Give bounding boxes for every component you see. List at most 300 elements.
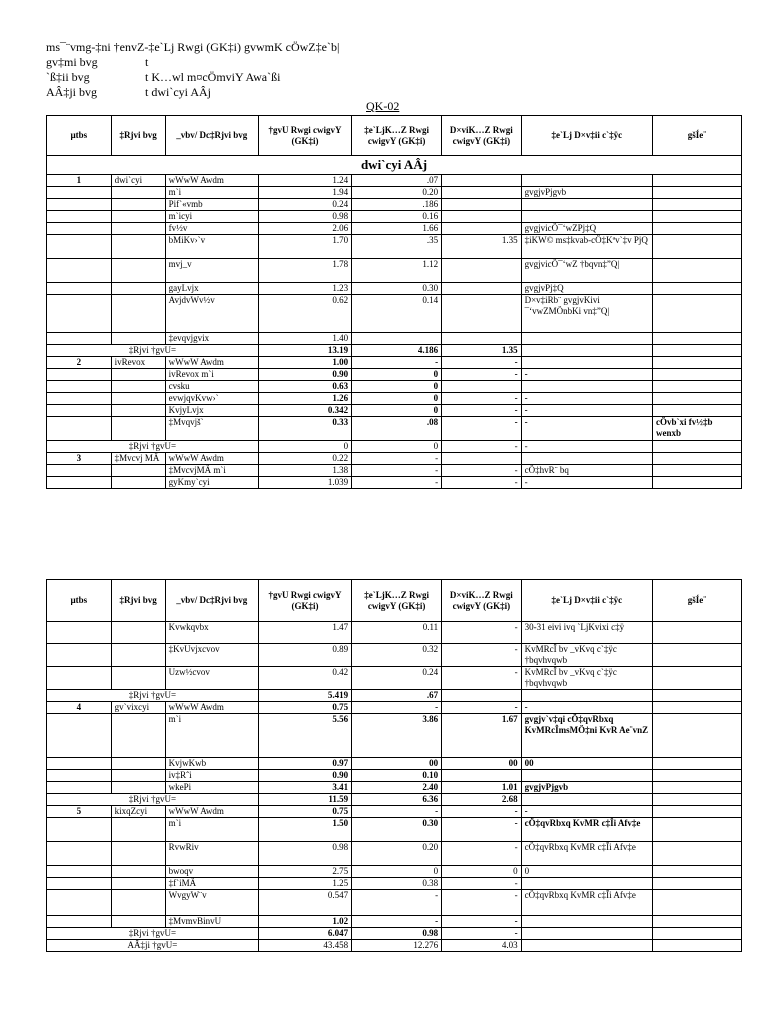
remark-cell [652,199,741,211]
table-row [47,916,742,928]
district-cell: ‡Mvcvj MÄ [111,453,165,465]
total-cell: 0.22 [258,453,351,465]
total-cell: 0.63 [258,381,351,393]
upazila-cell: Pif`«vmb [165,199,258,211]
action-cell: cÖ‡hvR¨ bq [521,465,652,477]
recovered-cell: - [442,878,521,890]
serial-cell [47,259,112,283]
table-row [47,878,742,890]
table-row [47,465,742,477]
district-cell: dwi`cyi [111,175,165,187]
recovered-cell: - [442,622,521,644]
col-remark: gšÍe¨ [652,116,741,156]
subtotal-action [521,794,652,806]
subtotal-row [47,441,742,453]
serial-cell [47,369,112,381]
table-row [47,806,742,818]
table-row [47,295,742,333]
upazila-cell: wWwW Awdm [165,806,258,818]
total-cell: 0.98 [258,211,351,223]
subtotal-total: 11.59 [258,794,351,806]
encroached-cell: 0 [352,393,442,405]
district-cell [111,878,165,890]
encroached-cell: 0.14 [352,295,442,333]
upazila-cell: RvwRiv [165,842,258,866]
district-cell [111,381,165,393]
table-row [47,770,742,782]
serial-cell [47,477,112,489]
recovered-cell [442,770,521,782]
district-cell [111,369,165,381]
total-cell: 1.94 [258,187,351,199]
grand-total-action [521,940,652,952]
col-district: ‡Rjvi bvg [111,580,165,622]
serial-cell [47,405,112,417]
serial-cell [47,283,112,295]
remark-cell [652,405,741,417]
remark-cell [652,381,741,393]
district-cell [111,199,165,211]
subtotal-total: 5.419 [258,690,351,702]
remark-cell [652,223,741,235]
action-cell: gvgjvicÖ¯‘wZ †bqvn‡”Q| [521,259,652,283]
table-row [47,477,742,489]
subtotal-total: 6.047 [258,928,351,940]
serial-cell [47,916,112,928]
table-row [47,357,742,369]
action-cell: gvgjv`v‡qi cÖ‡qvRbxq KvMRcÎmsMÖ‡ni KvR Ae¨vnZ [521,714,652,758]
table-row [47,758,742,770]
table-row [47,890,742,916]
encroached-cell: 1.12 [352,259,442,283]
total-cell: 5.56 [258,714,351,758]
action-cell [521,453,652,465]
action-cell: cÖ‡qvRbxq KvMR c‡Îi Afv‡e [521,890,652,916]
upazila-cell: wWwW Awdm [165,357,258,369]
district-cell [111,211,165,223]
action-cell [521,878,652,890]
upazila-cell: ‡MvcvjMÄ m`i [165,465,258,477]
encroached-cell: - [352,702,442,714]
recovered-cell: - [442,369,521,381]
action-cell: gvgjvPjgvb [521,782,652,794]
action-cell: - [521,806,652,818]
grand-total-recovered: 4.03 [442,940,521,952]
encroached-cell [352,333,442,345]
total-cell: 0.75 [258,806,351,818]
serial-cell [47,667,112,690]
recovered-cell: 0 [442,866,521,878]
total-cell: 1.38 [258,465,351,477]
serial-cell [47,295,112,333]
action-cell: D×v‡iRb¨ gvgjvKivi ¯‘vwZMÖnbKi vn‡”Q| [521,295,652,333]
remark-cell [652,259,741,283]
subtotal-action [521,928,652,940]
serial-cell [47,782,112,794]
table-row [47,667,742,690]
encroached-cell: .35 [352,235,442,259]
recovered-cell [442,259,521,283]
total-cell: 1.26 [258,393,351,405]
upazila-cell: ‡Mvqvjš` [165,417,258,441]
district-cell [111,667,165,690]
action-cell: cÖ‡qvRbxq KvMR c‡Îi Afv‡e [521,818,652,842]
encroached-cell: 0.30 [352,283,442,295]
col-remark: gšÍe¨ [652,580,741,622]
subtotal-action [521,345,652,357]
col-upazila: _vbv/ Dc‡Rjvi bvg [165,580,258,622]
table-row [47,453,742,465]
action-cell [521,357,652,369]
recovered-cell [442,453,521,465]
recovered-cell: - [442,842,521,866]
total-cell: 1.039 [258,477,351,489]
col-serial: µtbs [47,116,112,156]
action-cell [521,199,652,211]
col-encroached: ‡e`LjK…Z Rwgi cwigvY (GK‡i) [352,116,442,156]
recovered-cell [442,223,521,235]
table-row [47,417,742,441]
serial-cell [47,223,112,235]
total-cell: 0.97 [258,758,351,770]
serial-cell [47,393,112,405]
encroached-cell: - [352,465,442,477]
total-cell: 3.41 [258,782,351,794]
remark-cell [652,465,741,477]
encroached-cell: 0.20 [352,842,442,866]
table-row [47,259,742,283]
section-title: dwi`cyi AÂj [47,156,742,175]
subtotal-remark [652,794,741,806]
total-cell: 0.98 [258,842,351,866]
district-cell [111,295,165,333]
grand-total-total: 43.458 [258,940,351,952]
district-cell [111,465,165,477]
remark-cell [652,622,741,644]
recovered-cell: - [442,667,521,690]
remark-cell [652,211,741,223]
table-row [47,818,742,842]
recovered-cell: 1.01 [442,782,521,794]
total-cell: 0.547 [258,890,351,916]
district-cell [111,842,165,866]
action-cell: ‡iKW© ms‡kvab-cÖ‡Kªv`‡v PjQ [521,235,652,259]
subtotal-row [47,690,742,702]
table-row [47,702,742,714]
upazila-cell: wWwW Awdm [165,175,258,187]
recovered-cell [442,333,521,345]
region-value: t dwi`cyi AÂj [145,85,211,99]
district-cell [111,714,165,758]
serial-cell [47,758,112,770]
total-cell: 0.89 [258,644,351,667]
action-cell [521,770,652,782]
upazila-cell: bwoqv [165,866,258,878]
serial-cell [47,878,112,890]
serial-cell [47,866,112,878]
recovered-cell: - [442,702,521,714]
serial-cell: 5 [47,806,112,818]
subtotal-remark [652,928,741,940]
district-cell: kixqZcyi [111,806,165,818]
recovered-cell [442,199,521,211]
district-cell [111,477,165,489]
recovered-cell: - [442,465,521,477]
action-cell: gvgjvicÖ¯‘wZPj‡Q [521,223,652,235]
subtotal-encroached: 4.186 [352,345,442,357]
subtotal-label: ‡Rjvi †gvU= [47,345,259,357]
subtotal-row [47,794,742,806]
action-cell: gvgjvPj‡Q [521,283,652,295]
remark-cell [652,453,741,465]
encroached-cell: .186 [352,199,442,211]
action-cell: - [521,393,652,405]
total-cell: 1.25 [258,878,351,890]
upazila-cell: Uzw½cvov [165,667,258,690]
grand-total-remark [652,940,741,952]
district-cell [111,818,165,842]
remark-cell [652,393,741,405]
serial-cell [47,381,112,393]
upazila-cell: fv½v [165,223,258,235]
form-code: QK-02 [366,99,400,113]
encroached-cell: .07 [352,175,442,187]
subtotal-encroached: 0.98 [352,928,442,940]
action-cell: - [521,477,652,489]
upazila-cell: mvj_v [165,259,258,283]
serial-cell [47,842,112,866]
col-encroached: ‡e`LjK…Z Rwgi cwigvY (GK‡i) [352,580,442,622]
col-total-land: †gvU Rwgi cwigvY (GK‡i) [258,116,351,156]
table-row [47,405,742,417]
action-cell: - [521,702,652,714]
encroached-cell: - [352,806,442,818]
district-cell [111,223,165,235]
remark-cell [652,283,741,295]
recovered-cell: - [442,644,521,667]
col-recovered: D×viK…Z Rwgi cwigvY (GK‡i) [442,116,521,156]
col-serial: µtbs [47,580,112,622]
action-cell: KvMRcÎ bv _vKvq c`‡ÿc †bqvhvqwb [521,644,652,667]
table-header-row [47,580,742,622]
upazila-cell: ‡MvmvBinvU [165,916,258,928]
recovered-cell: - [442,818,521,842]
encroached-cell: 3.86 [352,714,442,758]
subtotal-remark [652,690,741,702]
upazila-cell: KvjwKwb [165,758,258,770]
upazila-cell: Kvwkqvbx [165,622,258,644]
remark-cell [652,187,741,199]
district-cell [111,770,165,782]
table-row [47,333,742,345]
table-row [47,622,742,644]
encroached-cell: - [352,453,442,465]
serial-cell [47,199,112,211]
subtotal-action: - [521,441,652,453]
serial-cell: 4 [47,702,112,714]
table-row [47,644,742,667]
month-label: gv‡mi bvg [46,55,98,69]
table-header-row [47,116,742,156]
remark-cell [652,295,741,333]
encroached-cell: 0.11 [352,622,442,644]
subtotal-row [47,928,742,940]
upazila-cell: m`i [165,187,258,199]
remark-cell [652,890,741,916]
table-row [47,199,742,211]
total-cell: 1.23 [258,283,351,295]
land-table-1 [46,115,742,489]
serial-cell [47,235,112,259]
upazila-cell: bMiKv›`v [165,235,258,259]
encroached-cell: 0.20 [352,187,442,199]
remark-cell: cÖvb`xi fv½‡b wenxb [652,417,741,441]
encroached-cell: 0 [352,866,442,878]
table-row [47,714,742,758]
total-cell: 1.00 [258,357,351,369]
col-upazila: _vbv/ Dc‡Rjvi bvg [165,116,258,156]
office-value: t K…wl m¤cÖmviY Awa`ßi [145,70,281,84]
col-recovered: D×viK…Z Rwgi cwigvY (GK‡i) [442,580,521,622]
district-cell [111,283,165,295]
office-line [46,70,280,84]
district-cell [111,890,165,916]
col-action: ‡e`Lj D×v‡ii c`‡ÿc [521,116,652,156]
district-cell [111,644,165,667]
district-cell: gv`vixcyi [111,702,165,714]
total-cell: 0.62 [258,295,351,333]
table-row [47,842,742,866]
recovered-cell [442,211,521,223]
remark-cell [652,235,741,259]
recovered-cell: - [442,417,521,441]
recovered-cell [442,187,521,199]
col-district: ‡Rjvi bvg [111,116,165,156]
table-row [47,782,742,794]
district-cell [111,259,165,283]
remark-cell [652,333,741,345]
upazila-cell: wWwW Awdm [165,453,258,465]
district-cell [111,916,165,928]
district-cell [111,866,165,878]
encroached-cell: 0.38 [352,878,442,890]
region-label: AÂ‡ji bvg [46,85,97,99]
action-cell: gvgjvPjgvb [521,187,652,199]
action-cell: cÖ‡qvRbxq KvMR c‡Îi Afv‡e [521,842,652,866]
encroached-cell: - [352,890,442,916]
upazila-cell: m`icyi [165,211,258,223]
table-row [47,175,742,187]
encroached-cell: - [352,477,442,489]
upazila-cell: AvjdvWv½v [165,295,258,333]
recovered-cell: - [442,405,521,417]
total-cell: 0.33 [258,417,351,441]
remark-cell [652,667,741,690]
upazila-cell: wkePi [165,782,258,794]
upazila-cell: ‡f`iMÄ [165,878,258,890]
recovered-cell: - [442,916,521,928]
total-cell: 1.40 [258,333,351,345]
upazila-cell: ‡evqvjgvix [165,333,258,345]
serial-cell [47,333,112,345]
recovered-cell: - [442,890,521,916]
subtotal-encroached: .67 [352,690,442,702]
total-cell: 1.02 [258,916,351,928]
table-row [47,211,742,223]
remark-cell [652,806,741,818]
action-cell [521,211,652,223]
serial-cell [47,187,112,199]
upazila-cell: wWwW Awdm [165,702,258,714]
upazila-cell: gayLvjx [165,283,258,295]
serial-cell [47,890,112,916]
action-cell: - [521,369,652,381]
action-cell [521,333,652,345]
serial-cell [47,622,112,644]
district-cell [111,333,165,345]
remark-cell [652,369,741,381]
action-cell: 0 [521,866,652,878]
action-cell [521,916,652,928]
total-cell: 1.50 [258,818,351,842]
serial-cell [47,714,112,758]
total-cell: 0.75 [258,702,351,714]
remark-cell [652,175,741,187]
district-cell [111,782,165,794]
upazila-cell: ivRevox m`i [165,369,258,381]
upazila-cell: m`i [165,714,258,758]
report-title: ms¯¨vmg-‡ni †envZ-‡e`Lj Rwgi (GK‡i) gvwmK cÖwZ‡e`b| [46,40,340,54]
grand-total-row [47,940,742,952]
recovered-cell: 00 [442,758,521,770]
total-cell: 0.342 [258,405,351,417]
total-cell: 0.24 [258,199,351,211]
total-cell: 0.90 [258,369,351,381]
recovered-cell [442,175,521,187]
upazila-cell: evwjqvKvw›` [165,393,258,405]
total-cell: 1.24 [258,175,351,187]
encroached-cell: 0 [352,369,442,381]
action-cell: - [521,417,652,441]
serial-cell: 2 [47,357,112,369]
remark-cell [652,714,741,758]
upazila-cell: ‡KvUvjxcvov [165,644,258,667]
action-cell [521,381,652,393]
total-cell: 1.70 [258,235,351,259]
grand-total-encroached: 12.276 [352,940,442,952]
encroached-cell: - [352,916,442,928]
upazila-cell: m`i [165,818,258,842]
col-total-land: †gvU Rwgi cwigvY (GK‡i) [258,580,351,622]
serial-cell: 1 [47,175,112,187]
encroached-cell: 2.40 [352,782,442,794]
upazila-cell: KvjyLvjx [165,405,258,417]
serial-cell: 3 [47,453,112,465]
subtotal-recovered: 2.68 [442,794,521,806]
subtotal-encroached: 0 [352,441,442,453]
subtotal-recovered [442,690,521,702]
remark-cell [652,702,741,714]
upazila-cell: iv‡Rˆi [165,770,258,782]
remark-cell [652,357,741,369]
encroached-cell: - [352,357,442,369]
remark-cell [652,477,741,489]
encroached-cell: 0.32 [352,644,442,667]
serial-cell [47,770,112,782]
recovered-cell: - [442,357,521,369]
subtotal-label: ‡Rjvi †gvU= [47,441,259,453]
total-cell: 1.47 [258,622,351,644]
